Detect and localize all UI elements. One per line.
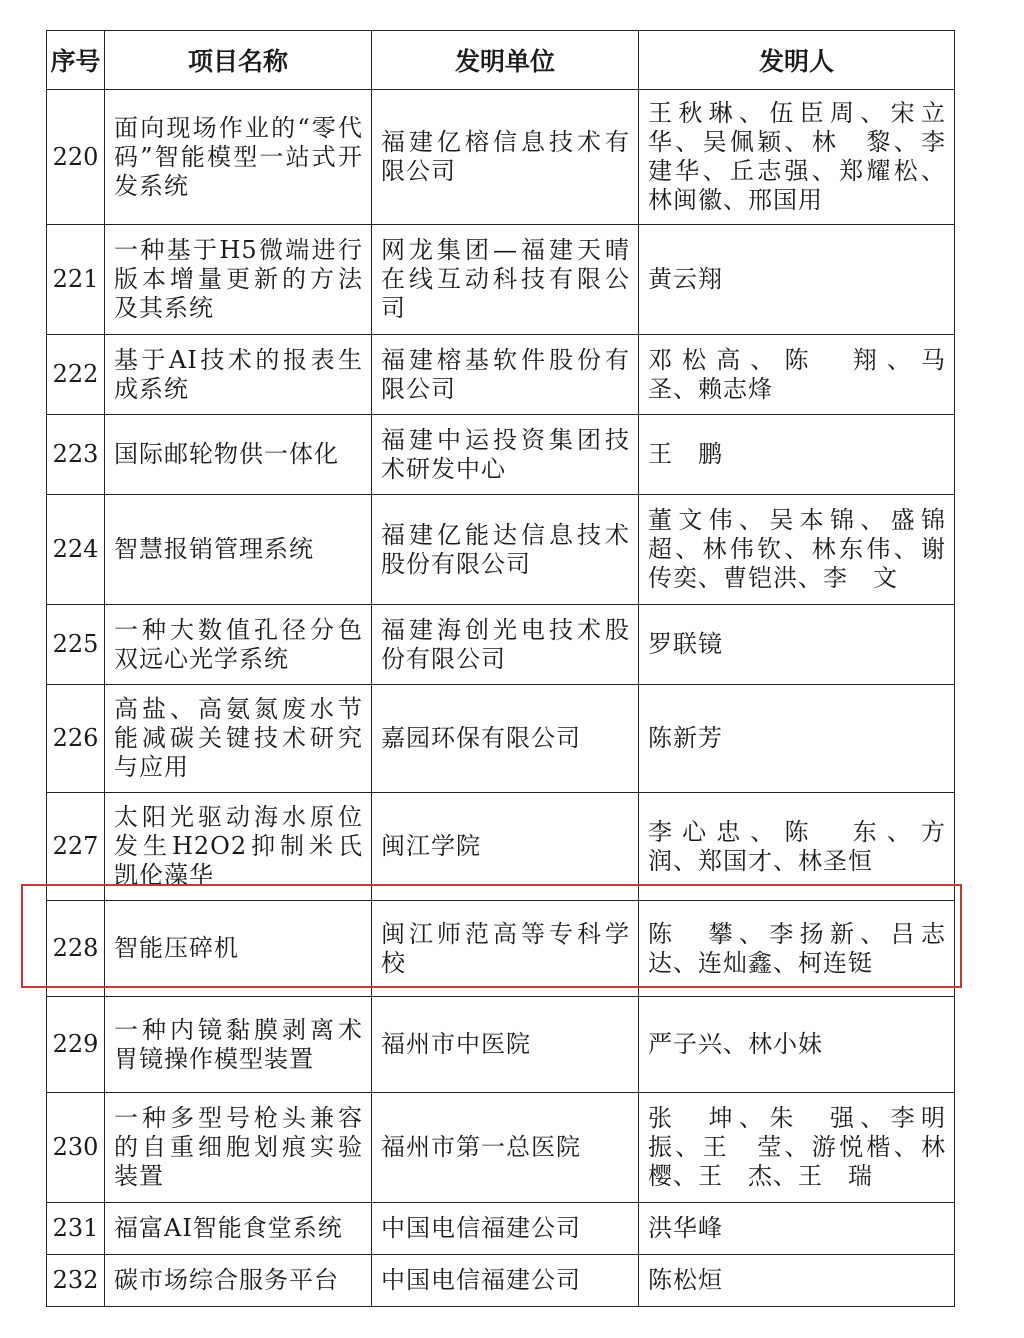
project-name-text: 面向现场作业的“零代码”智能模型一站式开发系统 xyxy=(114,113,363,200)
project-name xyxy=(105,1093,372,1203)
row-number: 222 xyxy=(47,335,105,415)
inventors xyxy=(639,997,955,1093)
project-name xyxy=(105,793,372,901)
project-name-text: 基于AI技术的报表生成系统 xyxy=(114,345,363,403)
header-serial-number: 序号 xyxy=(47,31,105,90)
invention-unit-text: 福建亿能达信息技术股份有限公司 xyxy=(381,520,630,578)
table-row xyxy=(47,225,955,335)
inventors-text: 陈松烜 xyxy=(648,1266,723,1294)
row-number: 225 xyxy=(47,605,105,685)
invention-unit xyxy=(372,335,639,415)
row-number: 227 xyxy=(47,793,105,901)
invention-unit xyxy=(372,225,639,335)
project-name-text: 国际邮轮物供一体化 xyxy=(114,440,339,468)
project-name xyxy=(105,1203,372,1255)
table-row xyxy=(47,1203,955,1255)
project-name-text: 一种基于H5微端进行版本增量更新的方法及其系统 xyxy=(114,236,363,322)
invention-unit-text: 福州市中医院 xyxy=(381,1030,531,1058)
invention-unit xyxy=(372,415,639,495)
invention-table xyxy=(46,30,971,1307)
invention-unit xyxy=(372,1255,639,1307)
row-number: 228 xyxy=(47,901,105,997)
project-name xyxy=(105,495,372,605)
project-name xyxy=(105,685,372,793)
inventors-text: 罗联镜 xyxy=(648,630,723,658)
row-number: 229 xyxy=(47,997,105,1093)
row-number: 220 xyxy=(47,90,105,225)
project-name-text: 智慧报销管理系统 xyxy=(114,535,314,563)
table-row xyxy=(47,605,955,685)
inventors xyxy=(639,605,955,685)
row-number: 221 xyxy=(47,225,105,335)
table-row xyxy=(47,997,955,1093)
project-name xyxy=(105,901,372,997)
invention-unit-text: 福建中运投资集团技术研发中心 xyxy=(381,425,630,483)
table-row xyxy=(47,1093,955,1203)
project-name xyxy=(105,90,372,225)
table-row xyxy=(47,495,955,605)
project-name xyxy=(105,225,372,335)
inventors-text: 王秋琳、伍臣周、宋立华、吴佩颖、林 黎、李建华、丘志强、郑耀松、林闽徽、邢国用 xyxy=(648,99,946,214)
inventors xyxy=(639,1255,955,1307)
project-name xyxy=(105,997,372,1093)
invention-unit xyxy=(372,90,639,225)
table-row xyxy=(47,685,955,793)
invention-unit-text: 福建榕基软件股份有限公司 xyxy=(381,345,630,403)
table-row xyxy=(47,90,955,225)
invention-unit-text: 中国电信福建公司 xyxy=(381,1214,581,1242)
header-inventors: 发明人 xyxy=(639,31,955,90)
invention-unit xyxy=(372,901,639,997)
inventors xyxy=(639,335,971,415)
invention-unit xyxy=(372,685,639,793)
invention-unit xyxy=(372,997,639,1093)
invention-unit xyxy=(372,605,639,685)
row-number: 224 xyxy=(47,495,105,605)
invention-unit-text: 福州市第一总医院 xyxy=(381,1133,581,1161)
invention-unit-text: 闽江学院 xyxy=(381,832,481,860)
table-row xyxy=(47,415,955,495)
inventors-text: 陈新芳 xyxy=(648,724,723,752)
inventors xyxy=(639,1093,971,1203)
invention-unit xyxy=(372,793,639,901)
inventors-text: 严子兴、林小妹 xyxy=(648,1030,823,1058)
invention-unit xyxy=(372,495,639,605)
inventors-text: 陈 攀、李扬新、吕志达、连灿鑫、柯连铤 xyxy=(648,919,946,977)
project-name xyxy=(105,335,372,415)
project-name-text: 一种内镜黏膜剥离术胃镜操作模型装置 xyxy=(114,1015,363,1073)
invention-unit xyxy=(372,1093,639,1203)
invention-unit-text: 网龙集团—福建天晴在线互动科技有限公司 xyxy=(381,236,630,322)
inventors-text: 李心忠、陈 东、方 润、郑国才、林圣恒 xyxy=(648,817,971,875)
inventors-text: 黄云翔 xyxy=(648,265,723,293)
inventors xyxy=(639,225,955,335)
project-name-text: 一种多型号枪头兼容的自重细胞划痕实验装置 xyxy=(114,1104,363,1190)
inventors xyxy=(639,1203,955,1255)
project-name-text: 智能压碎机 xyxy=(114,934,239,962)
project-name xyxy=(105,605,372,685)
row-number: 226 xyxy=(47,685,105,793)
inventors-text: 王 鹏 xyxy=(648,440,723,468)
header-project-name: 项目名称 xyxy=(105,31,372,90)
inventors xyxy=(639,901,955,997)
header-row xyxy=(47,31,955,90)
invention-unit-text: 嘉园环保有限公司 xyxy=(381,724,581,752)
inventors xyxy=(639,495,955,605)
invention-unit-text: 中国电信福建公司 xyxy=(381,1266,581,1294)
project-name-text: 高盐、高氨氮废水节能减碳关键技术研究与应用 xyxy=(114,695,363,781)
inventors xyxy=(639,685,955,793)
project-name-text: 一种大数值孔径分色双远心光学系统 xyxy=(114,615,363,673)
inventors-text: 董文伟、吴本锦、盛锦超、林伟钦、林东伟、谢传奕、曹铠洪、李 文 xyxy=(648,506,946,592)
inventors xyxy=(639,415,955,495)
invention-unit-text: 福建亿榕信息技术有限公司 xyxy=(381,128,630,185)
table-row xyxy=(47,793,955,901)
project-name xyxy=(105,415,372,495)
inventors xyxy=(639,793,971,901)
invention-unit xyxy=(372,1203,639,1255)
project-name-text: 太阳光驱动海水原位发生H2O2抑制米氏凯伦藻华 xyxy=(114,803,363,889)
table-row xyxy=(47,335,955,415)
table-row xyxy=(47,901,955,997)
row-number: 232 xyxy=(47,1255,105,1307)
table-row xyxy=(47,1255,955,1307)
row-number: 223 xyxy=(47,415,105,495)
header-invention-unit: 发明单位 xyxy=(372,31,639,90)
invention-unit-text: 闽江师范高等专科学校 xyxy=(381,919,630,977)
project-name xyxy=(105,1255,372,1307)
project-name-text: 福富AI智能食堂系统 xyxy=(114,1214,343,1242)
inventors-text: 邓松高、陈 翔、马 圣、赖志烽 xyxy=(648,345,971,403)
inventors-text: 张 坤、朱 强、李明振、王 莹、游悦楷、林 樱、王 杰、王 瑞 xyxy=(648,1104,971,1190)
invention-unit-text: 福建海创光电技术股份有限公司 xyxy=(381,615,630,673)
project-name-text: 碳市场综合服务平台 xyxy=(114,1266,339,1294)
inventors xyxy=(639,90,955,225)
row-number: 231 xyxy=(47,1203,105,1255)
inventors-text: 洪华峰 xyxy=(648,1214,723,1242)
row-number: 230 xyxy=(47,1093,105,1203)
